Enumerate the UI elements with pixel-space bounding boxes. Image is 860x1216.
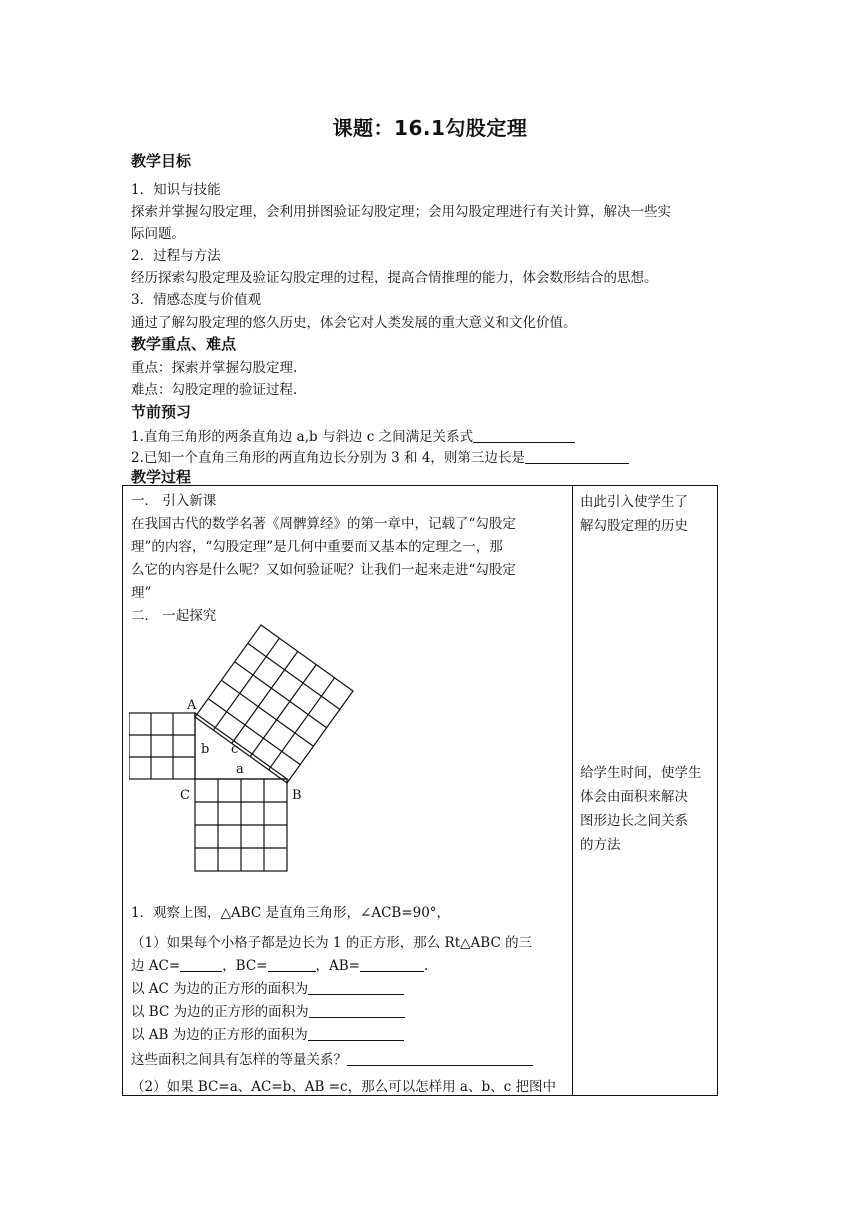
answer-blank — [473, 428, 575, 443]
answer-blank — [309, 1003, 405, 1018]
focus-text: 重点：探索并掌握勾股定理. — [131, 360, 298, 376]
intro-line-3: 么它的内容是什么呢？又如何验证呢？让我们一起来走进“勾股定 — [131, 562, 516, 578]
note-method-line-3: 图形边长之间关系 — [580, 813, 688, 829]
preview-question-2 — [131, 446, 629, 466]
process-heading: 教学过程 — [131, 468, 192, 486]
label-a-side: a — [236, 762, 244, 777]
q1-period: . — [423, 958, 429, 974]
square-on-ac — [129, 713, 195, 779]
area-bc-text: 以 BC 为边的正方形的面积为 — [131, 1004, 309, 1020]
label-c-vertex: C — [180, 788, 190, 803]
preview-question-1-text: 1.直角三角形的两条直角边 a,b 与斜边 c 之间满足关系式 — [131, 429, 474, 445]
area-bc-line — [131, 1001, 567, 1024]
answer-blank — [308, 980, 404, 995]
preview-question-1 — [131, 425, 575, 445]
diagram-grid-lines — [129, 625, 353, 871]
note-method-line-4: 的方法 — [580, 837, 621, 853]
area-ac-text: 以 AC 为边的正方形的面积为 — [131, 981, 309, 997]
q1-line-1: （1）如果每个小格子都是边长为 1 的正方形，那么 Rt△ABC 的三 — [131, 935, 533, 951]
observe-line: 1．观察上图，△ABC 是直角三角形，∠ACB=90°， — [131, 905, 451, 921]
answer-blank — [308, 1026, 404, 1041]
objective-2-text: 经历探索勾股定理及验证勾股定理的过程，提高合情推理的能力，体会数形结合的思想。 — [131, 270, 658, 286]
q1-bc-label: ，BC= — [222, 958, 268, 974]
note-history-line-2: 解勾股定理的历史 — [580, 518, 688, 534]
square-on-ab — [195, 625, 353, 783]
answer-blank — [525, 449, 629, 464]
objective-3-title: 3．情感态度与价值观 — [131, 292, 262, 308]
objective-3-text: 通过了解勾股定理的悠久历史，体会它对人类发展的重大意义和文化价值。 — [131, 315, 577, 331]
answer-blank — [268, 957, 316, 972]
answer-blank — [180, 957, 222, 972]
preview-heading: 节前预习 — [131, 403, 192, 421]
explore-title: 二． 一起探究 — [131, 608, 217, 624]
column-divider — [572, 486, 573, 1095]
intro-block — [131, 490, 567, 628]
q2-line-1: （2）如果 BC=a、AC=b、AB =c，那么可以怎样用 a、b、c 把图中 — [131, 1079, 556, 1095]
area-ab-text: 以 AB 为边的正方形的面积为 — [131, 1027, 308, 1043]
pythagoras-diagram — [129, 623, 369, 873]
note-history — [580, 490, 712, 538]
preview-question-2-text: 2.已知一个直角三角形的两直角边长分别为 3 和 4，则第三边长是 — [131, 450, 525, 466]
q1-ac-label: 边 AC= — [131, 958, 181, 974]
note-method — [580, 761, 712, 857]
relation-text: 这些面积之间具有怎样的等量关系？ — [131, 1052, 347, 1068]
label-a-vertex: A — [187, 698, 197, 713]
question-block — [131, 932, 567, 1047]
label-b-side: b — [201, 742, 210, 757]
intro-line-4: 理” — [131, 585, 152, 601]
note-method-line-2: 体会由面积来解决 — [580, 789, 688, 805]
answer-blank — [360, 957, 424, 972]
intro-line-1: 在我国古代的数学名著《周髀算经》的第一章中，记载了“勾股定 — [131, 516, 516, 532]
relation-line — [131, 1048, 567, 1068]
q1-ab-label: ，AB= — [315, 958, 360, 974]
objective-1-text-a: 探索并掌握勾股定理，会利用拼图验证勾股定理；会用勾股定理进行有关计算，解决一些实 — [131, 204, 671, 220]
label-c-side: c — [231, 742, 239, 757]
objectives-heading: 教学目标 — [131, 152, 192, 170]
area-ac-line — [131, 978, 567, 1001]
process-table — [122, 485, 718, 1096]
area-ab-line — [131, 1024, 567, 1047]
objective-2-title: 2．过程与方法 — [131, 248, 221, 264]
intro-title: 一． 引入新课 — [131, 493, 217, 509]
label-b-vertex: B — [292, 788, 302, 803]
note-history-line-1: 由此引入使学生了 — [580, 494, 688, 510]
page-title: 课题：16.1勾股定理 — [332, 116, 528, 140]
q1-line-2 — [131, 955, 567, 978]
keypoints-heading: 教学重点、难点 — [131, 335, 237, 353]
objective-1-text-b: 际问题。 — [131, 226, 185, 242]
intro-line-2: 理”的内容，“勾股定理”是几何中重要而又基本的定理之一，那 — [131, 539, 503, 555]
difficulty-text: 难点：勾股定理的验证过程. — [131, 382, 298, 398]
answer-blank — [347, 1051, 533, 1066]
objective-1-title: 1．知识与技能 — [131, 182, 221, 198]
note-method-line-1: 给学生时间，使学生 — [580, 765, 702, 781]
